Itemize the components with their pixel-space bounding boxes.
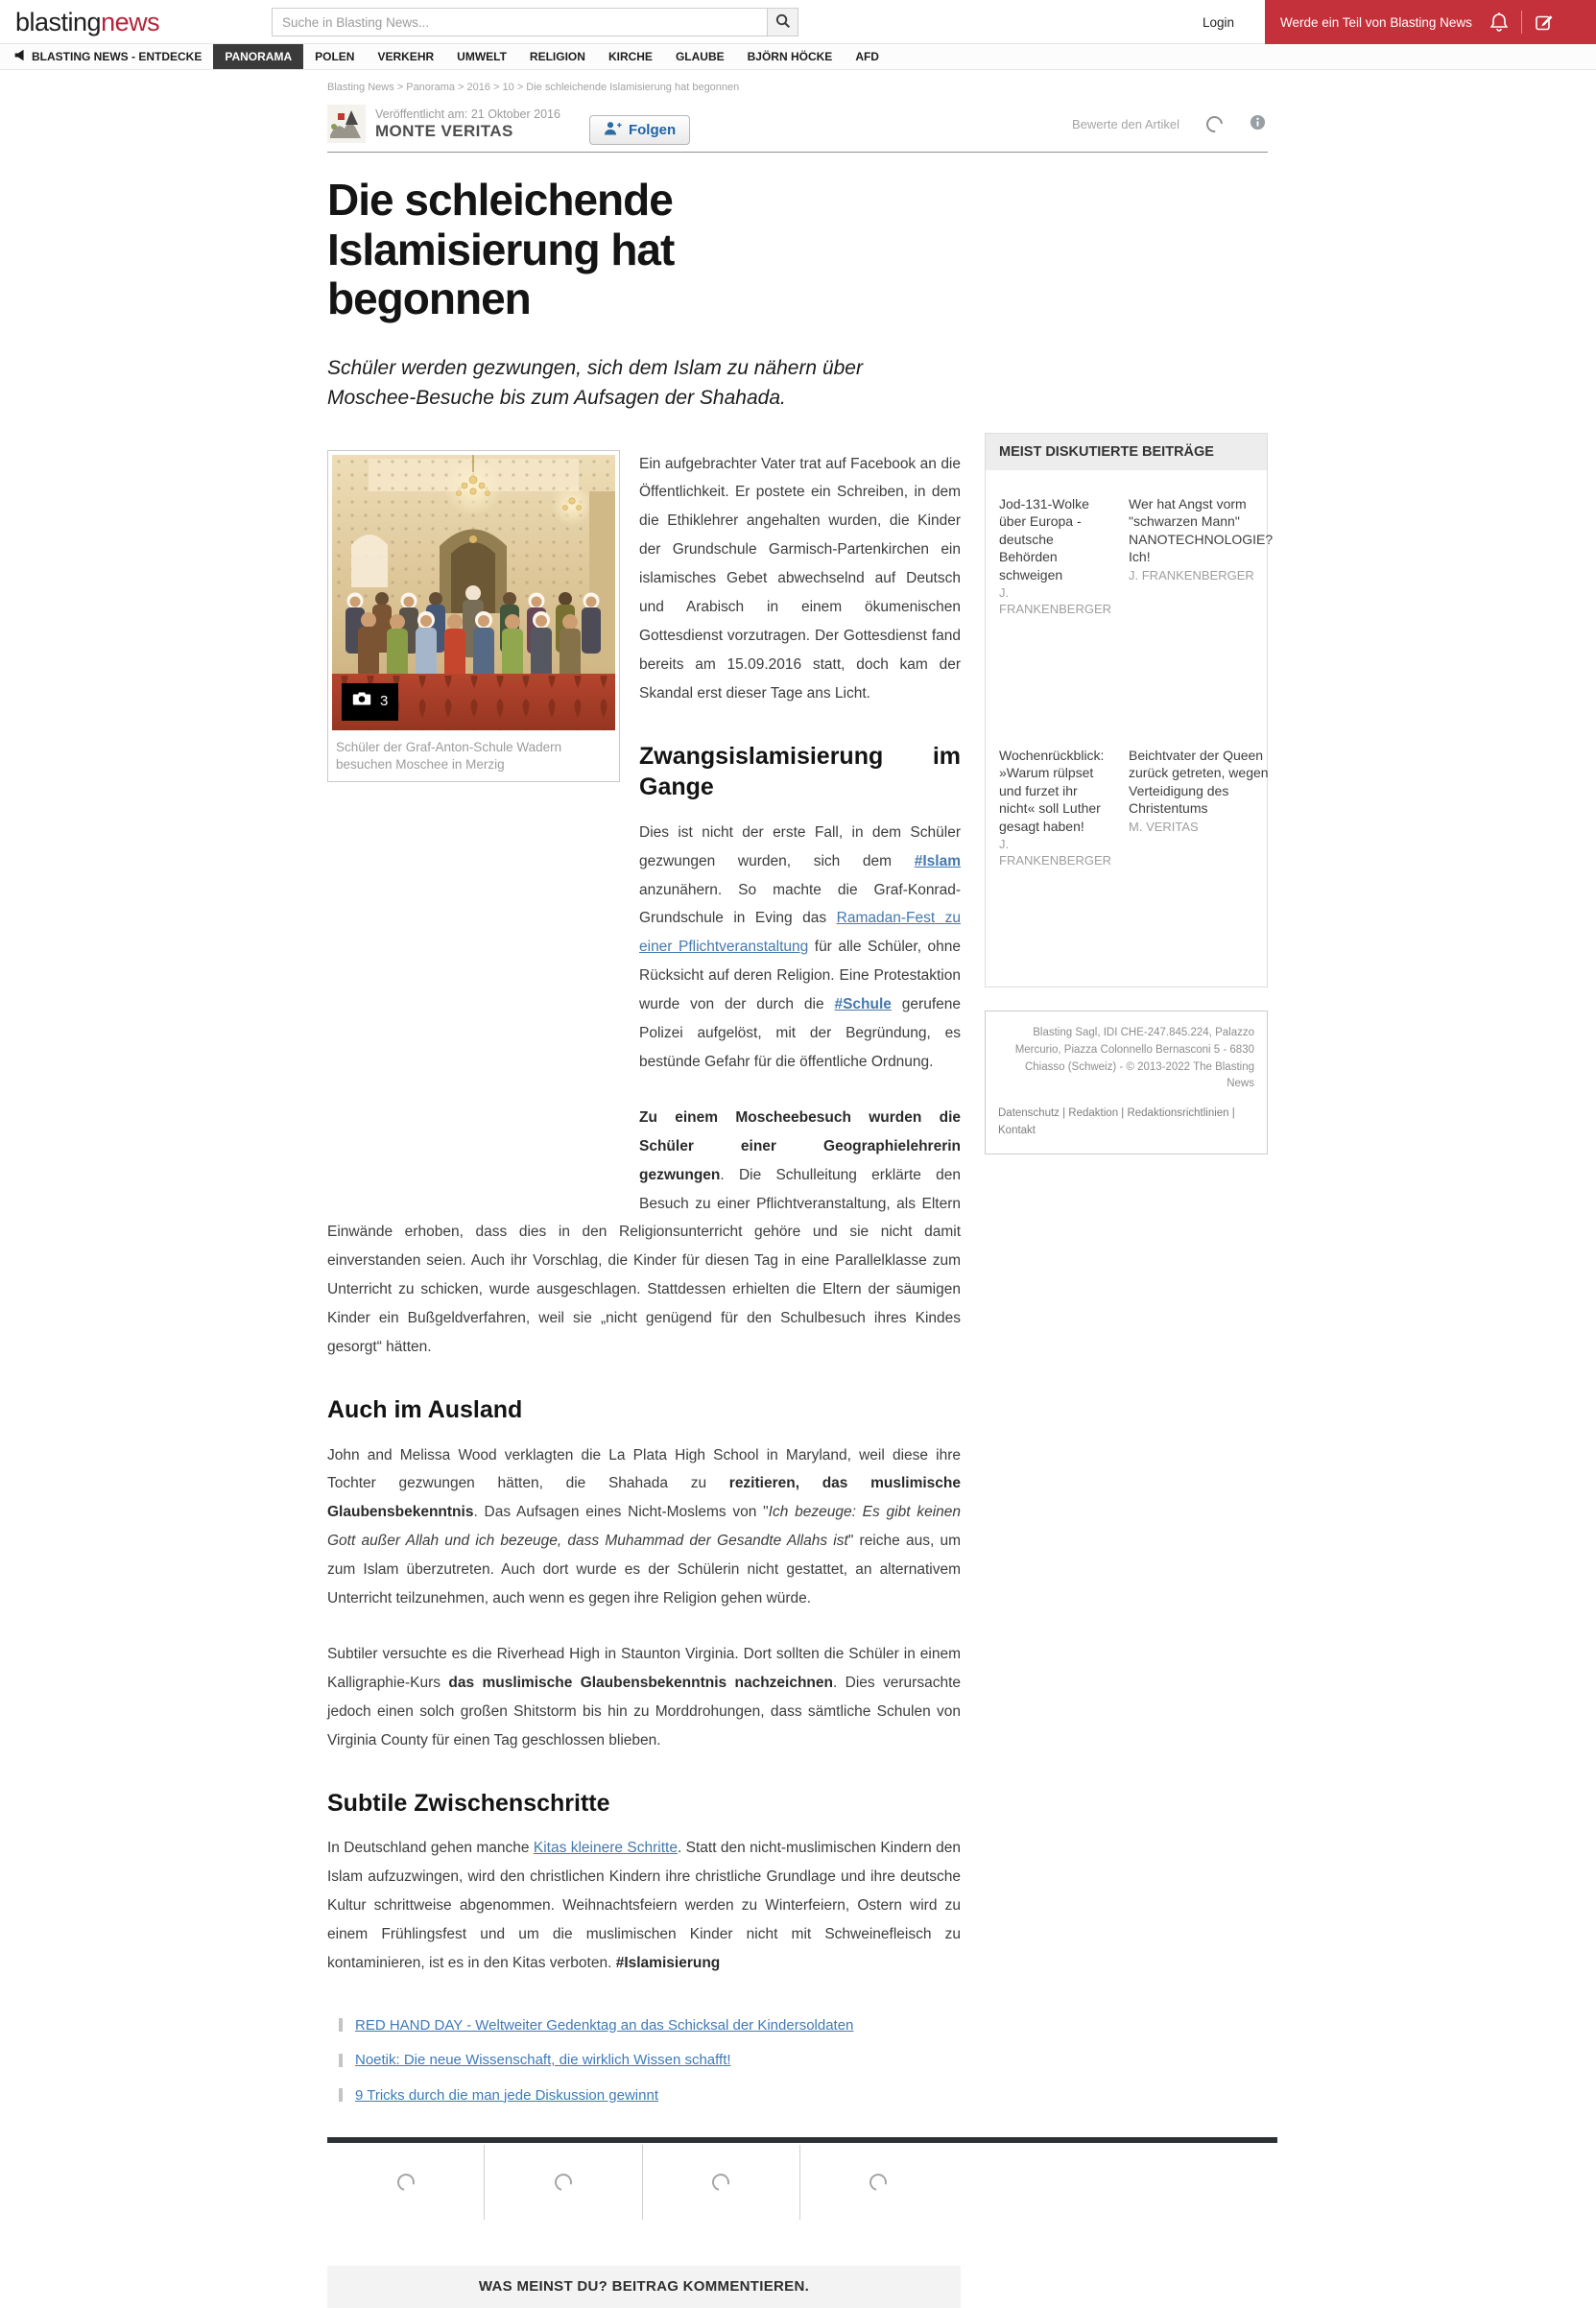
most-discussed-grid — [986, 470, 1274, 987]
nav-item-afd[interactable]: AFD — [855, 50, 879, 63]
most-discussed-author: J. FRANKENBERGER — [999, 837, 1112, 868]
related-item — [339, 2051, 961, 2070]
avatar[interactable] — [327, 105, 366, 143]
follow-button[interactable] — [589, 115, 690, 145]
nav-item-polen[interactable]: POLEN — [315, 50, 355, 63]
nav-item-umwelt[interactable]: UMWELT — [457, 50, 507, 63]
most-discussed-link-2[interactable]: Wer hat Angst vorm "schwarzen Mann" NANOTECHNOLOGIE? Ich! — [1129, 496, 1274, 565]
paragraph-5 — [327, 1640, 961, 1755]
p4-text-1: John and Melissa Wood verklagten die La Plata High School in Maryland, weil diese ihre Tochter gezwungen hätten, die Shahada zu — [327, 1446, 961, 1492]
article-title: Die schleichende Islamisierung hat begonnen — [327, 175, 675, 324]
most-discussed-item — [1129, 747, 1273, 987]
header-separator — [1521, 11, 1522, 34]
kitas-link[interactable]: Kitas kleinere Schritte — [533, 1840, 678, 1857]
share-spinner-icon — [709, 2171, 733, 2195]
publish-date: Veröffentlicht am: 21 Oktober 2016 — [375, 107, 560, 121]
section-heading-1: Zwangsislamisierung im Gange — [639, 742, 961, 801]
most-discussed-link-1[interactable]: Jod-131-Wolke über Europa - deutsche Behörden schweigen — [999, 496, 1089, 583]
share-button-3[interactable] — [643, 2145, 800, 2220]
footer-top-strip — [327, 2137, 1277, 2143]
most-discussed-author: M. VERITAS — [1129, 819, 1199, 834]
photo-caption: Schüler der Graf-Anton-Schule Wadern besuchen Moschee in Merzig — [336, 739, 562, 772]
author-name[interactable]: MONTE VERITAS — [375, 121, 513, 140]
p4-text-3: " reiche aus, um zum Islam überzutreten. Auch dort wurde es der Schülerin nicht gestattet, an alternativem Unterricht teilzunehmen, auch wenn es gegen ihre Religion gehen würde. — [327, 1533, 961, 1607]
most-discussed-item — [999, 747, 1111, 987]
p3-text: . Die Schulleitung erklärte den Besuch zu einer Pflichtveranstaltung, als Eltern Einwände erhoben, dass dies in den Religionsunterricht gehöre und sie nicht damit einverstanden seien. Auch ihr Vorschlag, die Kinder für diesen Tag in eine Parallelklasse zum Unterricht zu schicken, wurde ausgeschlagen. Stattdessen erhielten die Eltern der säumigen Kinder ein Bußgeldverfahren, weil sie „nicht genügend für den Schulbesuch ihres Kindes gesorgt“ hätten. — [327, 1166, 961, 1356]
search-icon — [774, 12, 791, 32]
nav-item-religion[interactable]: RELIGION — [529, 50, 585, 63]
related-item — [339, 2086, 961, 2106]
join-banner[interactable] — [1265, 0, 1596, 44]
rate-article-group — [1072, 114, 1268, 133]
info-icon[interactable] — [1250, 114, 1266, 133]
related-links — [339, 2016, 961, 2106]
most-discussed-item — [1129, 495, 1273, 747]
article-photo-card — [327, 450, 620, 782]
most-discussed-link-3[interactable]: Wochenrückblick: »Warum rülpset und furzet ihr nicht« soll Luther gesagt haben! — [999, 748, 1105, 834]
nav-item-kirche[interactable]: KIRCHE — [607, 50, 653, 63]
p6-text-2: . Statt den nicht-muslimischen Kindern den Islam aufzuzwingen, wird den christlichen Kindern ihre christliche Grundlage und ihre deutsche Kultur schrittweise abgenommen. Weihnachtsfeiern werden zu Winterfeiern, Ostern wird zu einem Frühlingsfest und um die muslimischen Kinder nicht mit Schweinefleisch zu kontaminieren, ist es in den Kitas verboten. — [327, 1840, 961, 1971]
ramadan-fest-link[interactable]: Ramadan-Fest zu einer Pflichtveranstaltung — [639, 910, 961, 956]
share-button-1[interactable] — [327, 2145, 485, 2220]
p6-text-1: In Deutschland gehen manche — [327, 1840, 534, 1857]
logo-text-red: news — [101, 8, 160, 36]
notifications-bell-icon[interactable] — [1489, 12, 1509, 33]
comment-call-to-action[interactable]: WAS MEINST DU? BEITRAG KOMMENTIEREN. — [327, 2266, 961, 2308]
sidebar — [985, 433, 1274, 2308]
company-info-box — [985, 1011, 1268, 1154]
p4-bold: rezitieren, das muslimische Glaubensbekenntnis — [327, 1475, 961, 1521]
author-row — [327, 102, 1268, 146]
article-media-column — [327, 450, 620, 1191]
paragraph-1: Ein aufgebrachter Vater trat auf Facebook an die Öffentlichkeit. Er postete ein Schreiben, in dem die Ethiklehrer angehalten wurden, die Kinder der Grundschule Garmisch-Partenkirchen ein islamisches Gebet abwechselnd auf Deutsch und Arabisch in einem ökumenischen Gottesdienst vorzutragen. Der Gottesdienst fand bereits am 15.09.2016 statt, doch kam der Skandal erst dieser Tage ans Licht. — [639, 455, 961, 702]
article-subtitle: Schüler werden gezwungen, sich dem Islam zu nähern über Moschee-Besuche bis zum Aufsagen der Shahada. — [327, 356, 863, 410]
nav-item-glaube[interactable]: GLAUBE — [675, 50, 725, 63]
gallery-badge[interactable] — [342, 683, 398, 721]
hashtag-schule-link[interactable]: #Schule — [834, 996, 892, 1013]
share-spinner-icon — [552, 2171, 576, 2195]
share-buttons-row — [327, 2145, 957, 2220]
share-button-4[interactable] — [800, 2145, 957, 2220]
p5-bold: das muslimische Glaubensbekenntnis nachzeichnen — [448, 1674, 833, 1691]
related-marker — [339, 2018, 343, 2032]
p2-text-1: Dies ist nicht der erste Fall, in dem Schüler gezwungen wurden, sich dem — [639, 823, 961, 869]
related-item — [339, 2016, 961, 2035]
nav-item-panorama[interactable]: PANORAMA — [213, 44, 303, 69]
section-heading-2: Auch im Ausland — [327, 1396, 523, 1424]
p2-text-3: für alle Schüler, ohne Rücksicht auf deren Religion. Eine Protestaktion wurde von der durch die — [639, 939, 961, 1013]
article-photo[interactable] — [332, 455, 615, 730]
camera-icon — [352, 688, 371, 716]
paragraph-4 — [327, 1441, 961, 1613]
related-link-2[interactable]: Noetik: Die neue Wissenschaft, die wirklich Wissen schafft! — [355, 2052, 731, 2069]
join-label: Werde ein Teil von Blasting News — [1280, 14, 1472, 30]
share-button-2[interactable] — [485, 2145, 642, 2220]
search-bar — [272, 8, 798, 36]
megaphone-icon — [13, 49, 26, 64]
paragraph-6 — [327, 1834, 961, 1978]
most-discussed-link-4[interactable]: Beichtvater der Queen zurück getreten, wegen Verteidigung des Christentums — [1129, 748, 1269, 817]
most-discussed-title: MEIST DISKUTIERTE BEITRÄGE — [986, 434, 1267, 470]
p3-bold: Zu einem Moscheebesuch wurden die Schüler einer Geographielehrerin gezwungen — [639, 1108, 961, 1183]
p5-text-2: . Dies verursachte jedoch einen solch großen Shitstorm bis hin zu Morddrohungen, dass sämtliche Schulen von Virginia County für einen Tag geschlossen blieben. — [327, 1674, 961, 1749]
p5-text-1: Subtiler versuchte es die Riverhead High in Staunton Virginia. Dort sollten die Schüler in einem Kalligraphie-Kurs — [327, 1645, 961, 1691]
hashtag-islamisierung: #Islamisierung — [615, 1954, 721, 1971]
section-heading-3: Subtile Zwischenschritte — [327, 1789, 610, 1817]
search-input[interactable] — [272, 8, 767, 36]
top-header — [0, 0, 1596, 44]
p2-text-4: gerufene Polizei aufgelöst, mit der Begründung, es bestünde Gefahr für die öffentliche Ordnung. — [639, 996, 961, 1070]
site-logo[interactable] — [15, 8, 159, 37]
breadcrumb[interactable]: Blasting News > Panorama > 2016 > 10 > Die schleichende Islamisierung hat begonnen — [327, 82, 740, 93]
most-discussed-item — [999, 495, 1111, 747]
logo-text-black: blasting — [15, 8, 102, 36]
p4-italic-quote: Ich bezeuge: Es gibt keinen Gott außer Allah und ich bezeuge, dass Muhammad der Gesandte Allahs ist — [327, 1504, 961, 1550]
page-content — [327, 70, 1274, 2308]
rate-label: Bewerte den Artikel — [1071, 116, 1179, 131]
related-marker — [339, 2088, 343, 2102]
article-body — [327, 450, 961, 2308]
article-main-column — [327, 153, 961, 2308]
nav-discover[interactable] — [13, 44, 202, 69]
footer-links[interactable]: Datenschutz | Redaktion | Redaktionsrichtlinien | Kontakt — [998, 1107, 1235, 1137]
share-spinner-icon — [867, 2171, 891, 2195]
follow-label: Folgen — [628, 121, 677, 138]
rating-spinner-icon — [1203, 112, 1227, 135]
search-button[interactable] — [767, 8, 798, 36]
category-navbar — [0, 44, 1596, 70]
gallery-count: 3 — [380, 692, 389, 709]
related-link-1[interactable]: RED HAND DAY - Weltweiter Gedenktag an das Schicksal der Kindersoldaten — [355, 2016, 854, 2034]
most-discussed-box — [985, 433, 1274, 987]
nav-item-verkehr[interactable]: VERKEHR — [377, 50, 435, 63]
most-discussed-author: J. FRANKENBERGER — [1129, 567, 1254, 583]
related-marker — [339, 2054, 343, 2067]
compose-article-icon[interactable] — [1535, 12, 1554, 32]
p2-text-2: anzunähern. So machte die Graf-Konrad-Grundschule in Eving das — [639, 881, 961, 927]
nav-discover-label: BLASTING NEWS - ENTDECKE — [32, 50, 202, 63]
login-link[interactable]: Login — [1203, 15, 1235, 30]
company-address: Blasting Sagl, IDI CHE-247.845.224, Palazzo Mercurio, Piazza Colonnello Bernasconi 5 - 6830 Chiasso (Schweiz) - © 2013-2022 The Blasting News — [1014, 1027, 1254, 1090]
share-spinner-icon — [393, 2171, 417, 2195]
hashtag-islam-link[interactable]: #Islam — [914, 852, 961, 869]
p4-text-2: . Das Aufsagen eines Nicht-Moslems von " — [473, 1504, 769, 1521]
most-discussed-author: J. FRANKENBERGER — [999, 585, 1112, 617]
nav-item-bjoern-hoecke[interactable]: BJÖRN HÖCKE — [747, 50, 833, 63]
follow-person-icon — [604, 121, 622, 139]
author-meta — [375, 107, 560, 141]
related-link-3[interactable]: 9 Tricks durch die man jede Diskussion gewinnt — [355, 2086, 658, 2104]
